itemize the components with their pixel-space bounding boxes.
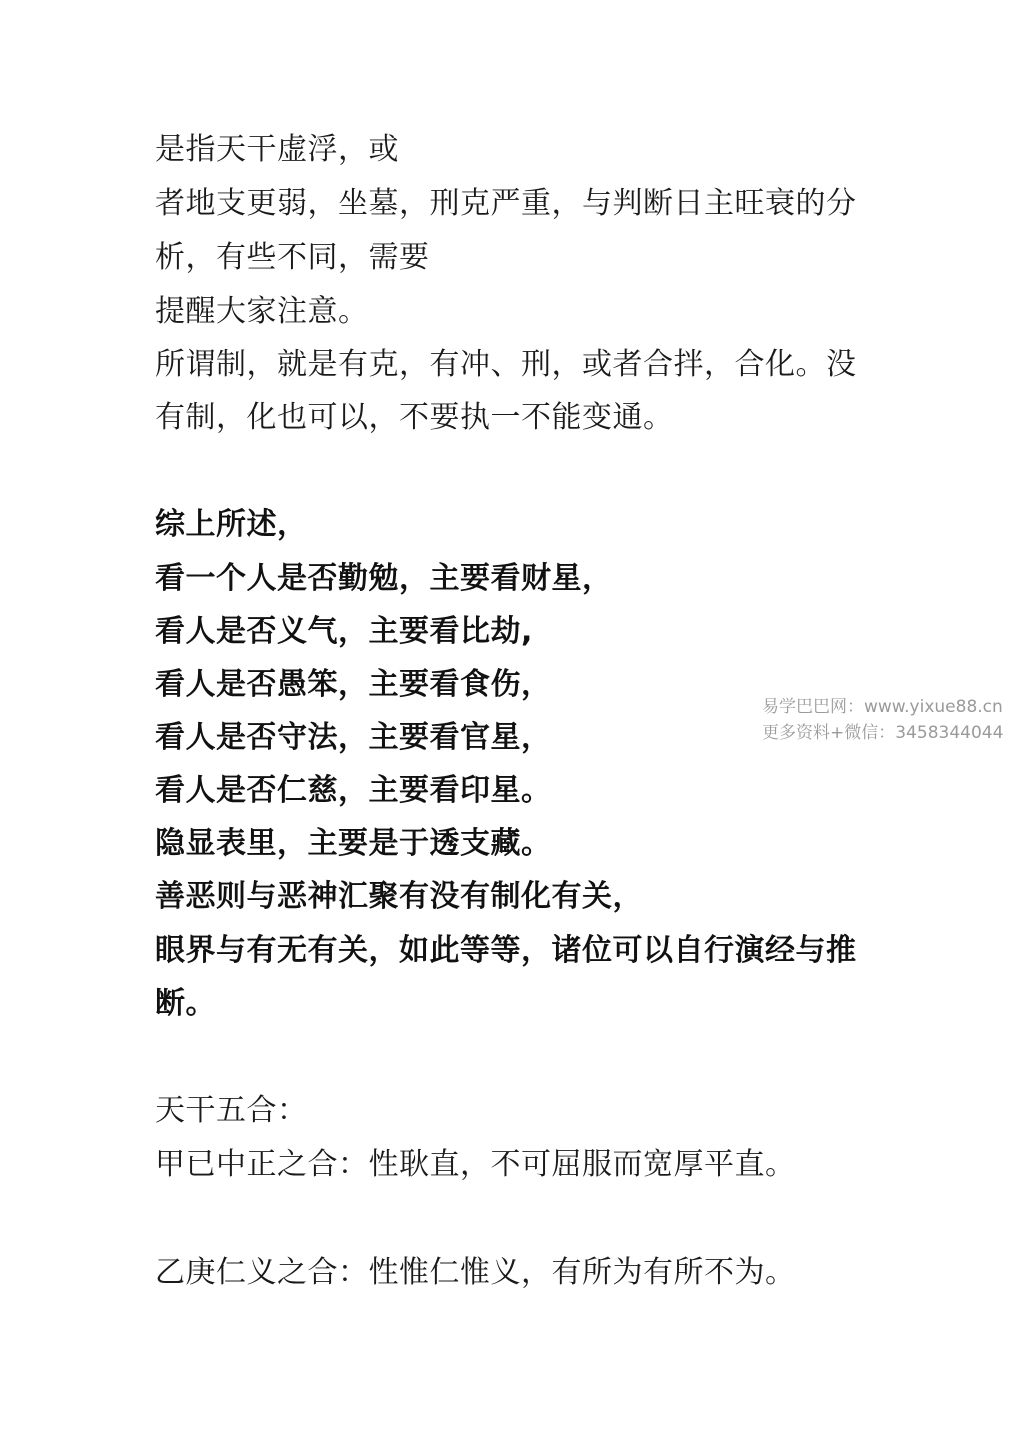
text-line: 析，有些不同，需要 [155,240,430,275]
summary-line: 隐显表里，主要是于透支藏。 [155,826,552,861]
watermark-contact: 更多资料+微信：3458344044 [762,723,1004,743]
summary-line: 眼界与有无有关，如此等等，诸位可以自行演经与推 [155,933,857,968]
summary-line: 善恶则与恶神汇聚有没有制化有关， [155,879,643,914]
text-line: 者地支更弱，坐墓，刑克严重，与判断日主旺衰的分 [155,186,857,221]
section-heading: 天干五合： [155,1093,308,1128]
summary-line: 看一个人是否勤勉，主要看财星， [155,561,613,596]
combination-item: 甲已中正之合：性耿直，不可屈服而宽厚平直。 [155,1147,796,1182]
text-line: 提醒大家注意。 [155,294,369,329]
summary-heading: 综上所述， [155,507,308,542]
watermark-site: 易学巴巴网：www.yixue88.cn [762,697,1003,717]
summary-line: 看人是否守法，主要看官星， [155,720,552,755]
summary-line: 看人是否义气，主要看比劫, [155,614,533,649]
text-line: 是指天干虚浮，或 [155,132,399,167]
combination-item: 乙庚仁义之合：性惟仁惟义，有所为有所不为。 [155,1255,796,1290]
text-line: 有制，化也可以，不要执一不能变通。 [155,400,674,435]
summary-line: 断。 [155,986,216,1021]
summary-line: 看人是否愚笨，主要看食伤， [155,667,552,702]
text-line: 所谓制，就是有克，有冲、刑，或者合拌，合化。没 [155,347,857,382]
summary-line: 看人是否仁慈，主要看印星。 [155,773,552,808]
